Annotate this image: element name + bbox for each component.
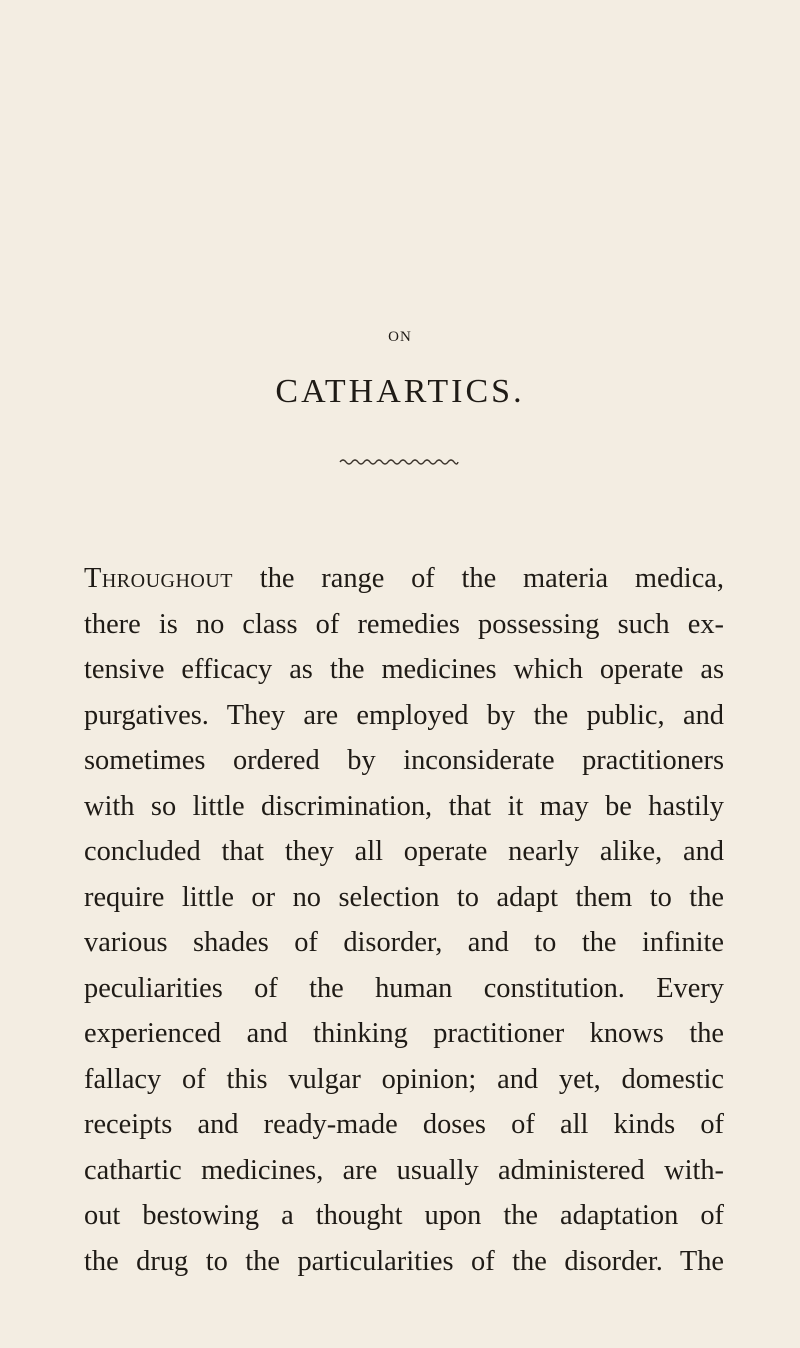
- text-line: fallacy of this vulgar opinion; and yet, domestic: [84, 1063, 724, 1095]
- chapter-title: CATHARTICS.: [275, 373, 525, 410]
- text-line: various shades of disorder, and to the infinite: [84, 927, 724, 958]
- text-line: sometimes ordered by inconsiderate practitioners: [84, 745, 724, 776]
- text-line: there is no class of remedies possessing such ex-: [84, 608, 724, 640]
- wavy-rule-ornament: [338, 457, 460, 467]
- text-line: receipts and ready-made doses of all kinds of: [84, 1109, 724, 1140]
- text-line: concluded that they all operate nearly alike, and: [84, 836, 724, 867]
- body-text: [84, 556, 724, 1284]
- text-line: out bestowing a thought upon the adaptation of: [84, 1200, 724, 1231]
- text-line: experienced and thinking practitioner knows the: [84, 1018, 724, 1049]
- text-line: tensive efficacy as the medicines which operate as: [84, 654, 724, 685]
- chapter-prefix: ON: [388, 329, 412, 345]
- text-line: Throughout the range of the materia medica,: [84, 563, 724, 594]
- text-line: with so little discrimination, that it may be hastily: [84, 790, 724, 822]
- text-line: purgatives. They are employed by the public, and: [84, 699, 724, 731]
- text-line: peculiarities of the human constitution. Every: [84, 972, 724, 1004]
- text-line: require little or no selection to adapt them to the: [84, 881, 724, 913]
- text-line: the drug to the particularities of the disorder. The: [84, 1245, 724, 1277]
- lead-word: Throughout: [84, 563, 234, 594]
- text-line: cathartic medicines, are usually administered with-: [84, 1154, 724, 1186]
